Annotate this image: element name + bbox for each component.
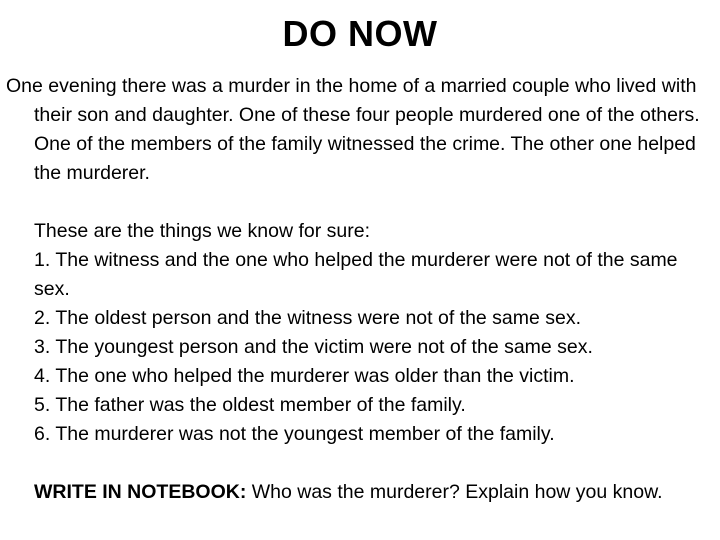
notebook-prompt [34, 478, 714, 507]
facts-list [34, 217, 714, 449]
fact-item: 2. The oldest person and the witness were not of the same sex. [34, 307, 582, 329]
intro-paragraph: One evening there was a murder in the home of a married couple who lived with their son and daughter. One of these four people murdered one of the others. One of the members of the family witnessed the crime. The other one helped the murderer. [6, 75, 700, 184]
facts-heading: These are the things we know for sure: [34, 220, 371, 242]
fact-item: 3. The youngest person and the victim were not of the same sex. [34, 336, 593, 358]
page-title: DO NOW [282, 13, 438, 54]
fact-item: 5. The father was the oldest member of the family. [34, 394, 466, 416]
notebook-label: WRITE IN NOTEBOOK: [34, 481, 247, 503]
fact-item: 4. The one who helped the murderer was older than the victim. [34, 365, 575, 387]
fact-item: 1. The witness and the one who helped the murderer were not of the same sex. [34, 249, 678, 300]
fact-item: 6. The murderer was not the youngest member of the family. [34, 423, 555, 445]
slide-body [6, 72, 714, 507]
notebook-question: Who was the murderer? Explain how you know. [246, 481, 663, 503]
